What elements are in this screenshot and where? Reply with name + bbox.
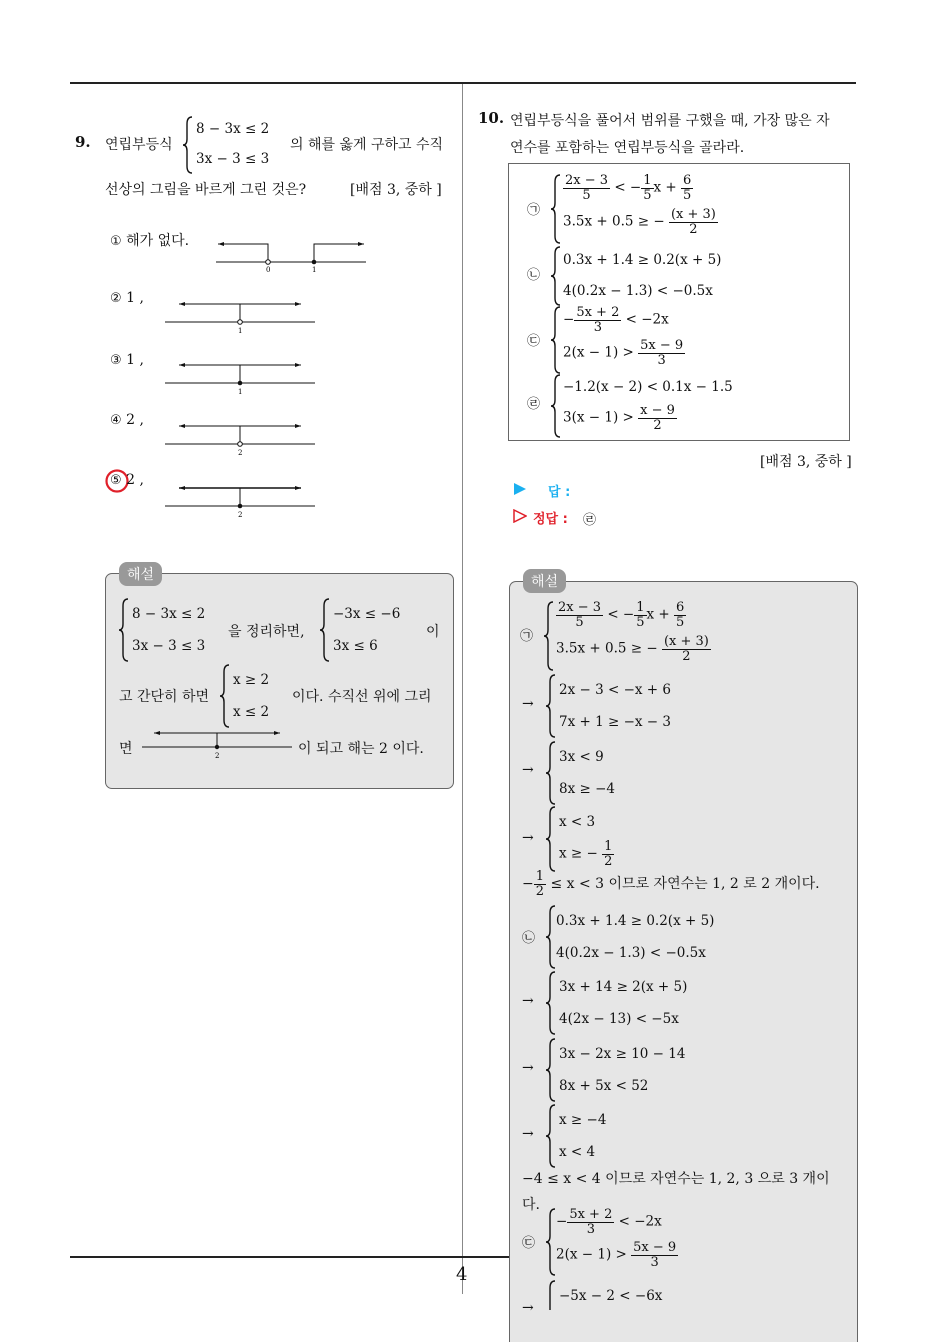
eq-part: < −	[607, 606, 635, 623]
eq-line	[563, 306, 669, 334]
eq-part: < −	[614, 179, 642, 196]
q9-sol-text2: 이	[426, 624, 440, 640]
eq-line	[563, 208, 718, 236]
option-text: 2 ,	[126, 412, 144, 428]
q9-system	[183, 116, 273, 174]
q10-sol-step7-line1: −5x − 2 < −6x	[559, 1288, 663, 1304]
q9-option-3[interactable]	[110, 352, 144, 368]
brace-icon	[546, 674, 556, 738]
q10-choice-b	[551, 246, 751, 306]
q10-sol-step1	[546, 674, 746, 738]
eq-line: 8x ≥ −4	[559, 781, 615, 797]
eq-line: x < 4	[559, 1144, 596, 1160]
q10-sol-b	[546, 905, 746, 969]
eq-line	[556, 601, 686, 629]
frac-den: 5	[575, 614, 584, 630]
q10-score: [배점 3, 중하 ]	[760, 454, 852, 470]
q9-sys-line1: 8 − 3x ≤ 2	[196, 121, 270, 137]
frac-num: 5x + 2	[576, 305, 620, 320]
eq-line: 3x − 2x ≥ 10 − 14	[559, 1046, 686, 1062]
brace-icon	[551, 306, 561, 374]
brace-icon	[546, 1280, 556, 1310]
eq-part: −	[556, 1213, 568, 1230]
q9-numberline-1	[210, 236, 370, 274]
q9-sys-line2: 3x − 3 ≤ 3	[196, 151, 270, 167]
brace-icon	[544, 601, 554, 671]
eq-line: 4(0.2x − 1.3) < −0.5x	[556, 945, 706, 961]
q9-score: [배점 3, 중하 ]	[350, 182, 442, 198]
tick-label: 1	[312, 266, 317, 274]
eq-part: 2(x − 1) >	[563, 344, 634, 361]
tick-label: 2	[238, 449, 243, 457]
brace-icon	[546, 971, 556, 1035]
brace-icon	[320, 598, 330, 662]
frac-num: 1	[636, 600, 645, 615]
arrow: →	[522, 696, 534, 712]
brace-icon	[551, 174, 561, 244]
q9-sol-text5: 면	[119, 741, 133, 757]
brace-icon	[546, 1104, 556, 1168]
frac-num: 2x − 3	[565, 173, 609, 188]
eq-line: x ≥ 2	[233, 672, 270, 688]
eq-part: x +	[646, 606, 670, 623]
eq-line	[559, 840, 614, 868]
tick-label: 2	[215, 752, 220, 760]
q10-choice-c	[551, 306, 751, 374]
eq-line	[563, 339, 685, 367]
q9-sol-system-c	[220, 664, 290, 728]
q10-sol-step5	[546, 1038, 746, 1102]
q10-sol-step6	[546, 1104, 746, 1168]
q9-line2: 선상의 그림을 바르게 그린 것은?	[105, 182, 307, 198]
eq-part: ≤ x < 3 이므로 자연수는 1, 2 로 2 개이다.	[550, 876, 820, 893]
eq-line: 7x + 1 ≥ −x − 3	[559, 714, 671, 730]
q9-tail1: 의 해를 옳게 구하고 수직	[290, 137, 444, 153]
q9-sol-system-b	[320, 598, 420, 662]
eq-part: −	[563, 311, 575, 328]
option-mark: ⑤	[110, 473, 122, 488]
brace-icon	[546, 741, 556, 805]
option-text: 1 ,	[126, 290, 144, 306]
eq-line: 8 − 3x ≤ 2	[132, 606, 206, 622]
q9-sol-text3: 고 간단히 하면	[119, 689, 210, 705]
tick-label: 0	[266, 266, 271, 274]
arrow: →	[522, 762, 534, 778]
frac-num: 6	[676, 600, 685, 615]
brace-icon	[546, 1038, 556, 1102]
correct-label: 정답 :	[533, 512, 568, 527]
arrow: →	[522, 1060, 534, 1076]
frac-den: 2	[653, 417, 662, 433]
brace-icon	[546, 905, 556, 969]
play-arrow-icon	[513, 482, 527, 496]
sol-mark-c: ㉢	[522, 1236, 536, 1251]
brace-icon	[220, 664, 230, 728]
choice-mark-c[interactable]: ㉢	[527, 334, 541, 349]
q10-sol-step3	[546, 806, 746, 872]
frac-num: 5x − 9	[640, 338, 684, 353]
brace-icon	[183, 116, 193, 174]
sol-mark-a: ㉠	[520, 629, 534, 644]
frac-den: 2	[535, 883, 545, 899]
top-rule	[70, 82, 856, 84]
frac-num: 1	[643, 173, 652, 188]
frac-den: 2	[689, 221, 698, 237]
q9-sol-text6: 이 되고 해는 2 이다.	[298, 741, 424, 757]
eq-part: −	[522, 876, 534, 893]
eq-line: 3x < 9	[559, 749, 604, 765]
choice-mark-a[interactable]: ㉠	[527, 203, 541, 218]
frac-den: 5	[683, 187, 692, 203]
option-mark: ③	[110, 353, 122, 368]
frac-den: 3	[586, 1221, 595, 1237]
eq-part: x +	[653, 179, 677, 196]
frac-den: 2	[604, 853, 613, 869]
frac-den: 3	[657, 352, 666, 368]
eq-line	[563, 174, 693, 202]
q9-sol-numberline	[142, 727, 294, 765]
eq-line: x ≤ 2	[233, 704, 270, 720]
q10-line2: 연수를 포함하는 연립부등식을 골라라.	[510, 140, 745, 156]
outline-arrow-icon	[513, 509, 527, 523]
answer-label: 답 :	[548, 485, 571, 500]
q9-numberline-2	[165, 296, 317, 336]
eq-line: −1.2(x − 2) < 0.1x − 1.5	[563, 379, 733, 395]
brace-icon	[546, 806, 556, 872]
tick-label: 1	[238, 327, 243, 335]
frac-num: 1	[535, 869, 545, 884]
q10-solution-tag: 해설	[523, 569, 566, 593]
q10-sol-result1	[522, 870, 820, 898]
q9-option-4[interactable]	[110, 412, 144, 428]
choice-mark-d[interactable]: ㉣	[527, 397, 541, 412]
eq-part: < −2x	[618, 1213, 662, 1230]
q9-numberline-5	[165, 480, 317, 520]
arrow: →	[522, 993, 534, 1009]
frac-den: 5	[582, 187, 591, 203]
eq-line	[556, 635, 711, 663]
eq-line: 0.3x + 1.4 ≥ 0.2(x + 5)	[556, 913, 715, 929]
q9-option-1[interactable]	[110, 230, 189, 250]
option-text: 해가 없다.	[126, 233, 190, 249]
frac-den: 2	[682, 648, 691, 664]
arrow: →	[522, 1300, 534, 1316]
frac-den: 5	[636, 614, 645, 630]
eq-part: 3(x − 1) >	[563, 409, 634, 426]
eq-part: 3.5x + 0.5 ≥ −	[563, 213, 665, 230]
q10-sol-a	[544, 601, 744, 671]
eq-line: 8x + 5x < 52	[559, 1078, 649, 1094]
eq-part: x ≥ −	[559, 845, 598, 862]
q10-choice-a	[551, 174, 751, 244]
q9-sol-text1: 을 정리하면,	[228, 624, 305, 640]
eq-line: x ≥ −4	[559, 1112, 607, 1128]
q10-sol-c	[546, 1208, 746, 1276]
answer-input[interactable]	[585, 480, 785, 498]
q9-numberline-4	[165, 418, 317, 458]
eq-line: 3x − 3 ≤ 3	[132, 638, 206, 654]
choice-mark-b[interactable]: ㉡	[527, 268, 541, 283]
eq-line: 3x + 14 ≥ 2(x + 5)	[559, 979, 688, 995]
eq-line: 4(2x − 13) < −5x	[559, 1011, 679, 1027]
eq-line: 3x ≤ 6	[333, 638, 378, 654]
option-mark: ④	[110, 413, 122, 428]
option-text: 2 ,	[126, 472, 144, 488]
frac-den: 3	[650, 1254, 659, 1270]
q9-sol-system-a	[119, 598, 219, 662]
eq-line: 2x − 3 < −x + 6	[559, 682, 671, 698]
eq-line: 0.3x + 1.4 ≥ 0.2(x + 5)	[563, 252, 722, 268]
eq-line: x < 3	[559, 814, 596, 830]
q9-sol-text4: 이다. 수직선 위에 그리	[292, 689, 432, 705]
eq-part: 3.5x + 0.5 ≥ −	[556, 640, 658, 657]
eq-line	[556, 1208, 662, 1236]
column-divider	[462, 84, 463, 1294]
frac-den: 3	[593, 319, 602, 335]
sol-mark-b: ㉡	[522, 931, 536, 946]
q10-sol-step4	[546, 971, 746, 1035]
option-text: 1 ,	[126, 352, 144, 368]
q10-sol-result2b: 다.	[522, 1197, 540, 1213]
brace-icon	[551, 374, 561, 438]
eq-line: −3x ≤ −6	[333, 606, 401, 622]
q9-lead: 연립부등식	[105, 137, 173, 153]
eq-part: < −2x	[625, 311, 669, 328]
eq-line	[563, 404, 677, 432]
q10-line1: 연립부등식을 풀어서 범위를 구했을 때, 가장 많은 자	[510, 113, 830, 129]
option-mark: ②	[110, 291, 122, 306]
frac-num: x − 9	[640, 403, 675, 418]
brace-icon	[119, 598, 129, 662]
q10-sol-step2	[546, 741, 746, 805]
eq-line	[556, 1241, 678, 1269]
eq-line: 4(0.2x − 1.3) < −0.5x	[563, 283, 713, 299]
q10-number: 10.	[478, 109, 505, 127]
frac-num: 5x − 9	[633, 1240, 677, 1255]
frac-den: 5	[643, 187, 652, 203]
frac-num: 2x − 3	[558, 600, 602, 615]
arrow: →	[522, 830, 534, 846]
q9-numberline-3	[165, 357, 317, 397]
q9-number: 9.	[75, 133, 91, 151]
option-mark: ①	[110, 234, 122, 249]
arrow: →	[522, 1126, 534, 1142]
frac-den: 5	[676, 614, 685, 630]
frac-num: 6	[683, 173, 692, 188]
tick-label: 2	[238, 511, 243, 519]
tick-label: 1	[238, 388, 243, 396]
frac-num: (x + 3)	[663, 634, 709, 649]
frac-num: 1	[604, 839, 613, 854]
correct-value: ㉣	[583, 513, 597, 528]
frac-num: 5x + 2	[569, 1207, 613, 1222]
q9-solution-tag: 해설	[119, 562, 162, 586]
frac-num: (x + 3)	[670, 207, 716, 222]
q10-sol-result2: −4 ≤ x < 4 이므로 자연수는 1, 2, 3 으로 3 개이	[522, 1171, 830, 1187]
brace-icon	[551, 246, 561, 306]
q9-option-5[interactable]	[110, 472, 144, 488]
q9-option-2[interactable]	[110, 290, 144, 306]
brace-icon	[546, 1208, 556, 1276]
eq-part: 2(x − 1) >	[556, 1246, 627, 1263]
q10-choice-d	[551, 374, 751, 438]
page-number: 4	[456, 1264, 468, 1285]
